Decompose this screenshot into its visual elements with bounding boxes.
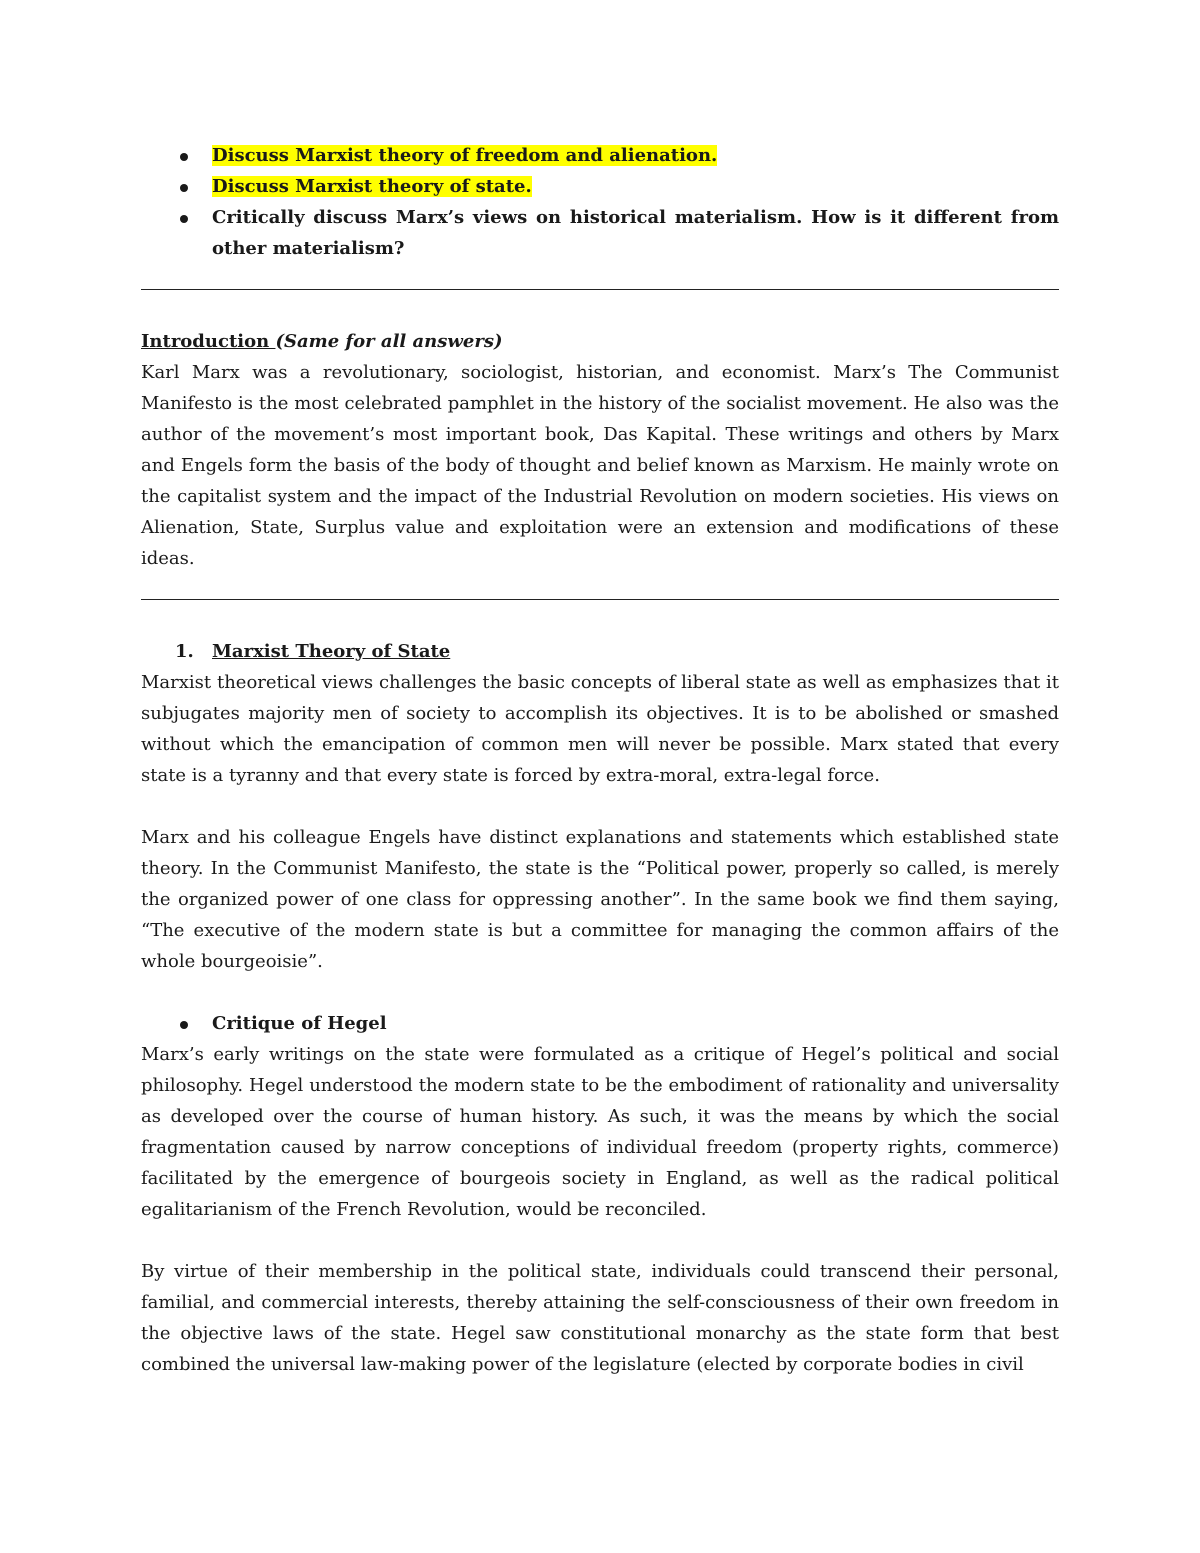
horizontal-divider bbox=[141, 289, 1059, 290]
section-paragraph: Marxist theoretical views challenges the basic concepts of liberal state as well as emphasizes that it subjugates majority men of society to accomplish its objectives. It is to be abolished or smashed without which the emancipation of common men will never be possible. Marx stated that every state is a tyranny and that every state is forced by extra-moral, extra-legal force. bbox=[141, 672, 1059, 786]
bullet-icon bbox=[180, 184, 188, 192]
document-content bbox=[141, 140, 1059, 1380]
subsection-title: Critique of Hegel bbox=[212, 1013, 387, 1034]
question-list bbox=[141, 140, 1059, 264]
bullet-icon bbox=[180, 215, 188, 223]
section-heading bbox=[141, 636, 1059, 667]
question-item bbox=[141, 171, 1059, 202]
section-paragraph: Marx and his colleague Engels have distinct explanations and statements which established state theory. In the Communist Manifesto, the state is the “Political power, properly so called, is merely the organized power of one class for oppressing another”. In the same book we find them saying, “The executive of the modern state is but a committee for managing the common affairs of the whole bourgeoisie”. bbox=[141, 827, 1059, 972]
introduction-note: (Same for all answers) bbox=[275, 331, 503, 352]
introduction-heading bbox=[141, 326, 1059, 357]
introduction-body: Karl Marx was a revolutionary, sociologist, historian, and economist. Marx’s The Communist Manifesto is the most celebrated pamphlet in the history of the socialist movement. He also was the author of the movement’s most important book, Das Kapital. These writings and others by Marx and Engels form the basis of the body of thought and belief known as Marxism. He mainly wrote on the capitalist system and the impact of the Industrial Revolution on modern societies. His views on Alienation, State, Surplus value and exploitation were an extension and modifications of these ideas. bbox=[141, 362, 1059, 569]
subsection-heading bbox=[141, 1008, 1059, 1039]
question-text: Critically discuss Marx’s views on historical materialism. How is it different from other materialism? bbox=[212, 207, 1059, 259]
section-title: Marxist Theory of State bbox=[212, 641, 451, 662]
horizontal-divider bbox=[141, 599, 1059, 600]
introduction-title: Introduction bbox=[141, 331, 276, 352]
question-text: Discuss Marxist theory of state. bbox=[212, 176, 532, 197]
subsection-paragraph: By virtue of their membership in the political state, individuals could transcend their personal, familial, and commercial interests, thereby attaining the self-consciousness of their own freedom in the objective laws of the state. Hegel saw constitutional monarchy as the state form that best combined the universal law-making power of the legislature (elected by corporate bodies in civil bbox=[141, 1261, 1059, 1375]
question-text: Discuss Marxist theory of freedom and alienation. bbox=[212, 145, 718, 166]
section-number: 1. bbox=[175, 641, 194, 662]
question-item bbox=[141, 202, 1059, 264]
question-item bbox=[141, 140, 1059, 171]
bullet-icon bbox=[180, 153, 188, 161]
bullet-icon bbox=[180, 1021, 188, 1029]
subsection-paragraph: Marx’s early writings on the state were formulated as a critique of Hegel’s political and social philosophy. Hegel understood the modern state to be the embodiment of rationality and universality as developed over the course of human history. As such, it was the means by which the social fragmentation caused by narrow conceptions of individual freedom (property rights, commerce) facilitated by the emergence of bourgeois society in England, as well as the radical political egalitarianism of the French Revolution, would be reconciled. bbox=[141, 1044, 1059, 1220]
